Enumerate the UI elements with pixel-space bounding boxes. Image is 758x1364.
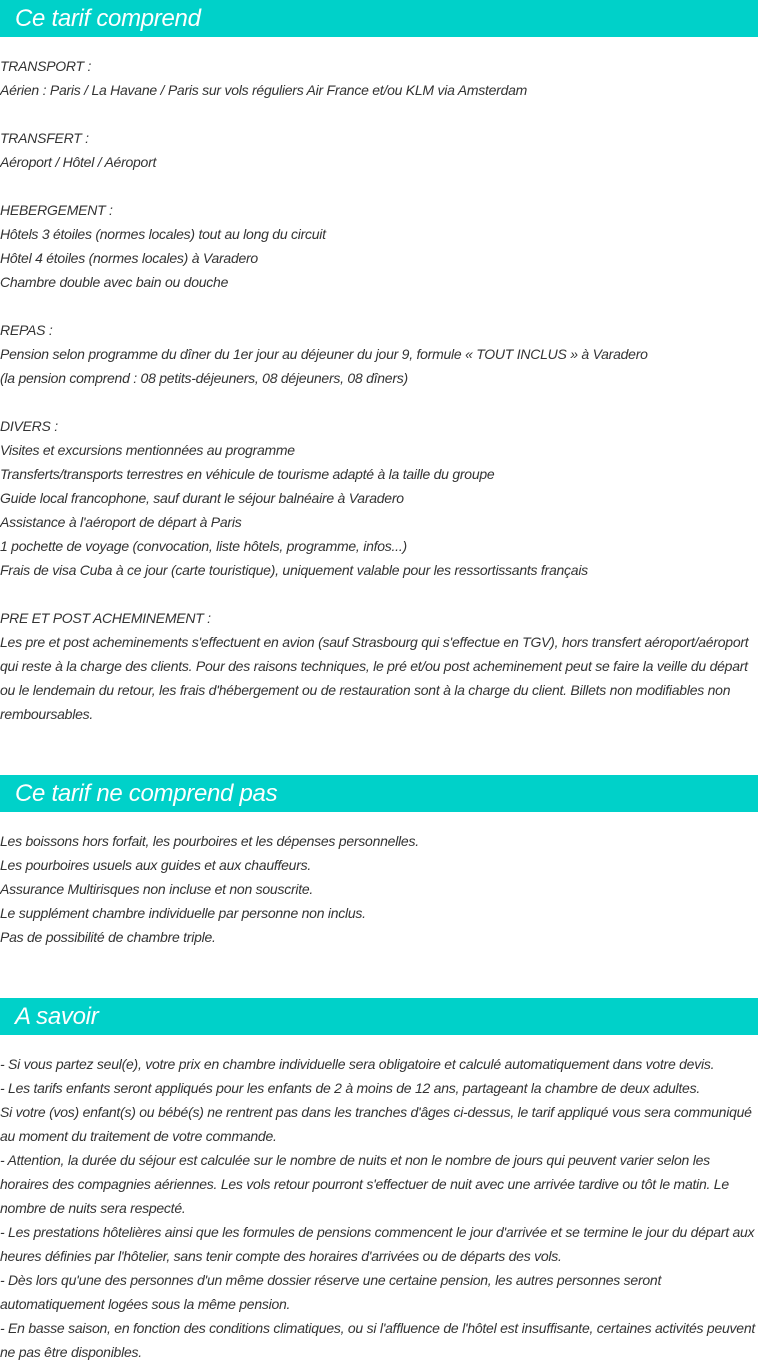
- included-block-misc: [0, 414, 758, 582]
- included-block-meals: [0, 318, 758, 390]
- list-item: - Les prestations hôtelières ainsi que les formules de pensions commencent le jour d'arrivée et se termine le jour du départ aux heures définies par l'hôtelier, sans tenir compte des horaires d'arrivées ou de départs des vols.: [0, 1224, 755, 1264]
- included-block-transport: [0, 54, 758, 102]
- block-heading: PRE ET POST ACHEMINEMENT :: [0, 610, 211, 626]
- block-line: Frais de visa Cuba à ce jour (carte touristique), uniquement valable pour les ressortissants français: [0, 562, 588, 578]
- good-to-know-list: [0, 1035, 758, 1364]
- block-heading: REPAS :: [0, 322, 53, 338]
- block-heading: TRANSFERT :: [0, 130, 89, 146]
- list-item: Les boissons hors forfait, les pourboires et les dépenses personnelles.: [0, 833, 419, 849]
- list-item: - En basse saison, en fonction des conditions climatiques, ou si l'affluence de l'hôtel est insuffisante, certaines activités peuvent ne pas être disponibles.: [0, 1320, 755, 1360]
- list-item: Les pourboires usuels aux guides et aux chauffeurs.: [0, 857, 312, 873]
- block-line: Hôtels 3 étoiles (normes locales) tout au long du circuit: [0, 226, 326, 242]
- block-paragraph: Les pre et post acheminements s'effectuent en avion (sauf Strasbourg qui s'effectue en TGV), hors transfert aéroport/aéroport qui reste à la charge des clients. Pour des raisons techniques, le pré et/ou post acheminement peut se faire la veille du départ ou le lendemain du retour, les frais d'hébergement ou de restauration sont à la charge du client. Billets non modifiables non remboursables.: [0, 634, 749, 722]
- section-title: A savoir: [15, 1002, 99, 1030]
- list-item: - Les tarifs enfants seront appliqués pour les enfants de 2 à moins de 12 ans, partageant la chambre de deux adultes.: [0, 1080, 700, 1096]
- block-line: 1 pochette de voyage (convocation, liste hôtels, programme, infos...): [0, 538, 407, 554]
- included-list: [0, 37, 758, 726]
- block-line: Assistance à l'aéroport de départ à Paris: [0, 514, 242, 530]
- list-item: - Si vous partez seul(e), votre prix en chambre individuelle sera obligatoire et calculé automatiquement dans votre devis.: [0, 1056, 715, 1072]
- list-item: Pas de possibilité de chambre triple.: [0, 929, 216, 945]
- block-heading: DIVERS :: [0, 418, 58, 434]
- section-header-good-to-know: [0, 998, 758, 1035]
- list-item: - Dès lors qu'une des personnes d'un même dossier réserve une certaine pension, les autres personnes seront automatiquement logées sous la même pension.: [0, 1272, 662, 1312]
- list-item: - Attention, la durée du séjour est calculée sur le nombre de nuits et non le nombre de jours qui peuvent varier selon les horaires des compagnies aériennes. Les vols retour pourront s'effectuer de nuit avec une arrivée tardive ou tôt le matin. Le nombre de nuits sera respecté.: [0, 1152, 729, 1216]
- block-line: Transferts/transports terrestres en véhicule de tourisme adapté à la taille du groupe: [0, 466, 495, 482]
- section-header-excluded: [0, 775, 758, 812]
- list-item: Si votre (vos) enfant(s) ou bébé(s) ne rentrent pas dans les tranches d'âges ci-dessus, le tarif appliqué vous sera communiqué au moment du traitement de votre commande.: [0, 1104, 752, 1144]
- block-line: Visites et excursions mentionnées au programme: [0, 442, 295, 458]
- list-item: Assurance Multirisques non incluse et non souscrite.: [0, 881, 314, 897]
- section-title: Ce tarif comprend: [15, 4, 201, 32]
- included-block-accommodation: [0, 198, 758, 294]
- section-title: Ce tarif ne comprend pas: [15, 779, 278, 807]
- block-line: Pension selon programme du dîner du 1er jour au déjeuner du jour 9, formule « TOUT INCLUS » à Varadero: [0, 346, 648, 362]
- included-block-pre-post-transport: [0, 606, 758, 726]
- block-line: Chambre double avec bain ou douche: [0, 274, 229, 290]
- block-line: (la pension comprend : 08 petits-déjeuners, 08 déjeuners, 08 dîners): [0, 370, 408, 386]
- list-item: Le supplément chambre individuelle par personne non inclus.: [0, 905, 366, 921]
- block-line: Aérien : Paris / La Havane / Paris sur vols réguliers Air France et/ou KLM via Amsterdam: [0, 82, 528, 98]
- section-header-included: [0, 0, 758, 37]
- block-heading: TRANSPORT :: [0, 58, 92, 74]
- block-line: Aéroport / Hôtel / Aéroport: [0, 154, 157, 170]
- block-line: Hôtel 4 étoiles (normes locales) à Varadero: [0, 250, 258, 266]
- block-heading: HEBERGEMENT :: [0, 202, 113, 218]
- included-block-transfer: [0, 126, 758, 174]
- block-line: Guide local francophone, sauf durant le séjour balnéaire à Varadero: [0, 490, 404, 506]
- excluded-list: [0, 812, 758, 949]
